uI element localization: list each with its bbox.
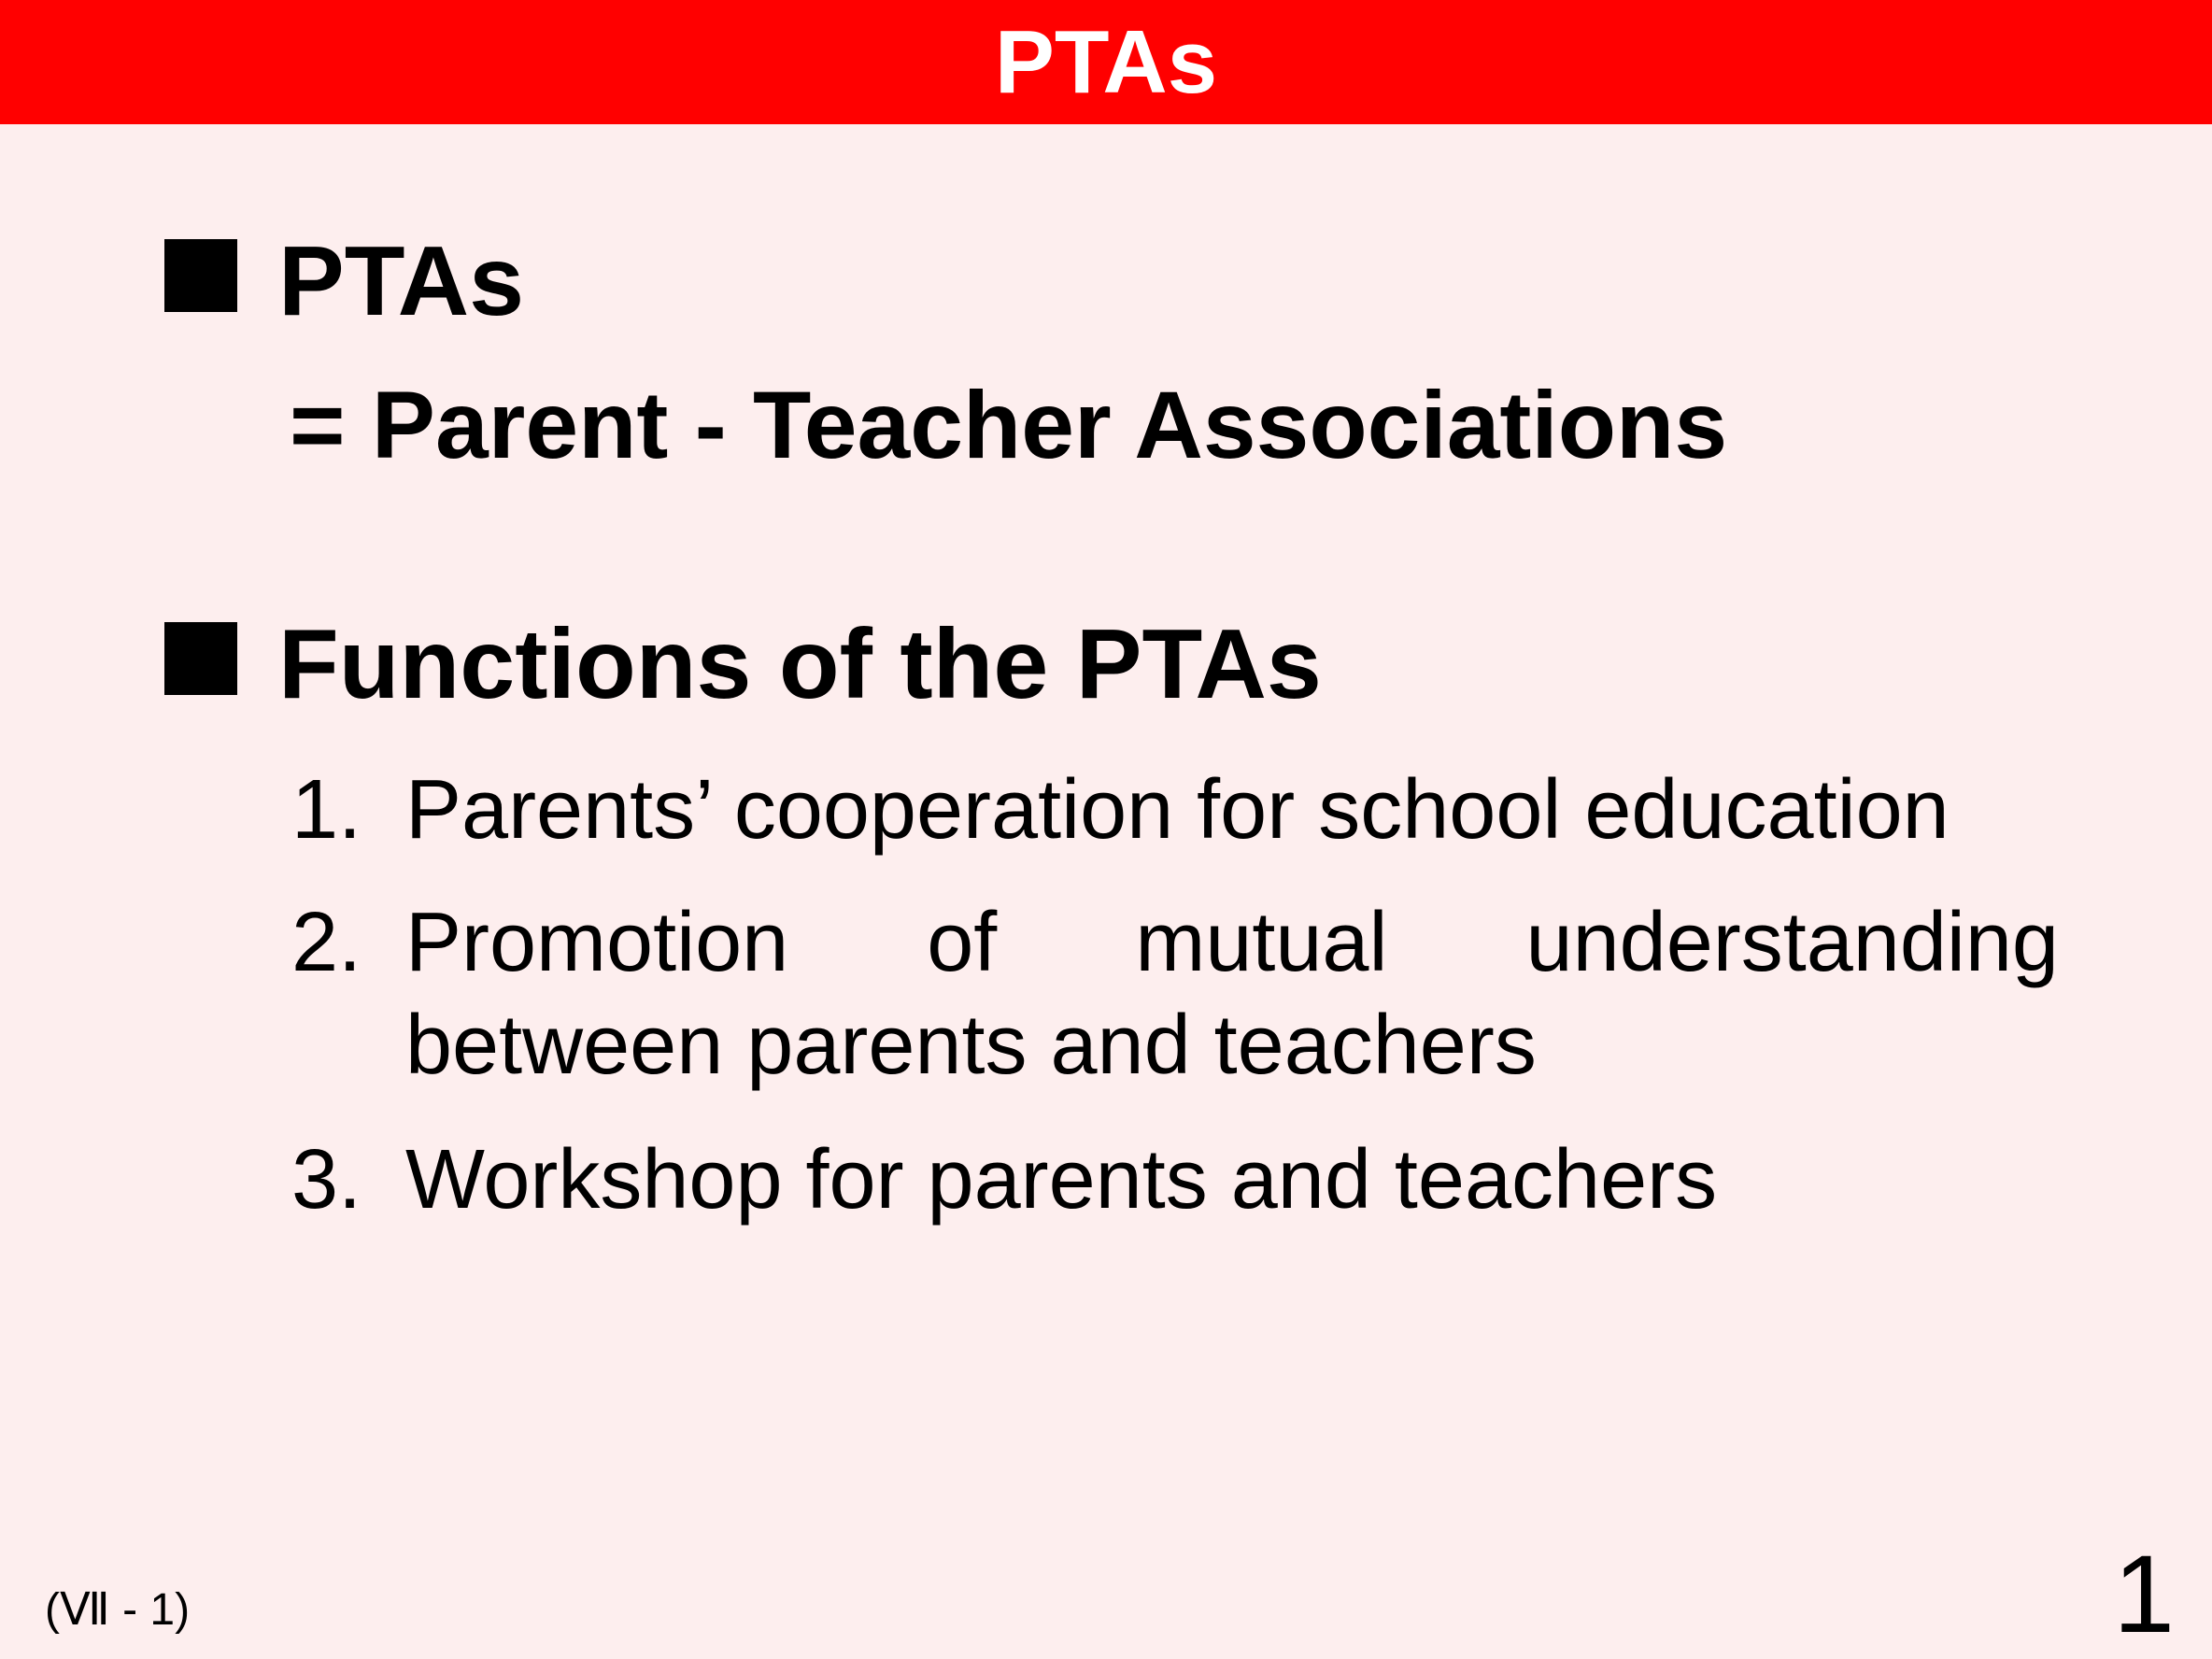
list-item-text-justified-line (405, 896, 2059, 989)
list-item-text: Workshop for parents and teachers (405, 1133, 1718, 1227)
section-heading-ptas: PTAs (278, 226, 525, 336)
list-item-word: understanding (1525, 896, 2059, 989)
footer-reference: (Ⅶ - 1) (45, 1585, 191, 1635)
square-bullet-icon (164, 622, 237, 695)
list-item-text-continuation: between parents and teachers (405, 999, 1537, 1092)
list-item-number: 3. (291, 1133, 362, 1227)
slide-title: PTAs (994, 12, 1218, 112)
section-heading-functions: Functions of the PTAs (278, 609, 1322, 719)
page-number: 1 (2113, 1533, 2175, 1656)
square-bullet-icon (164, 239, 237, 312)
list-item-word: mutual (1135, 896, 1388, 989)
ptas-definition: = Parent - Teacher Associations (290, 372, 1728, 478)
list-item-word: of (927, 896, 998, 989)
list-item-number: 2. (291, 896, 362, 989)
list-item-word: Promotion (405, 896, 789, 989)
list-item-text: Parents’ cooperation for school education (405, 763, 1950, 857)
list-item-number: 1. (291, 763, 362, 857)
